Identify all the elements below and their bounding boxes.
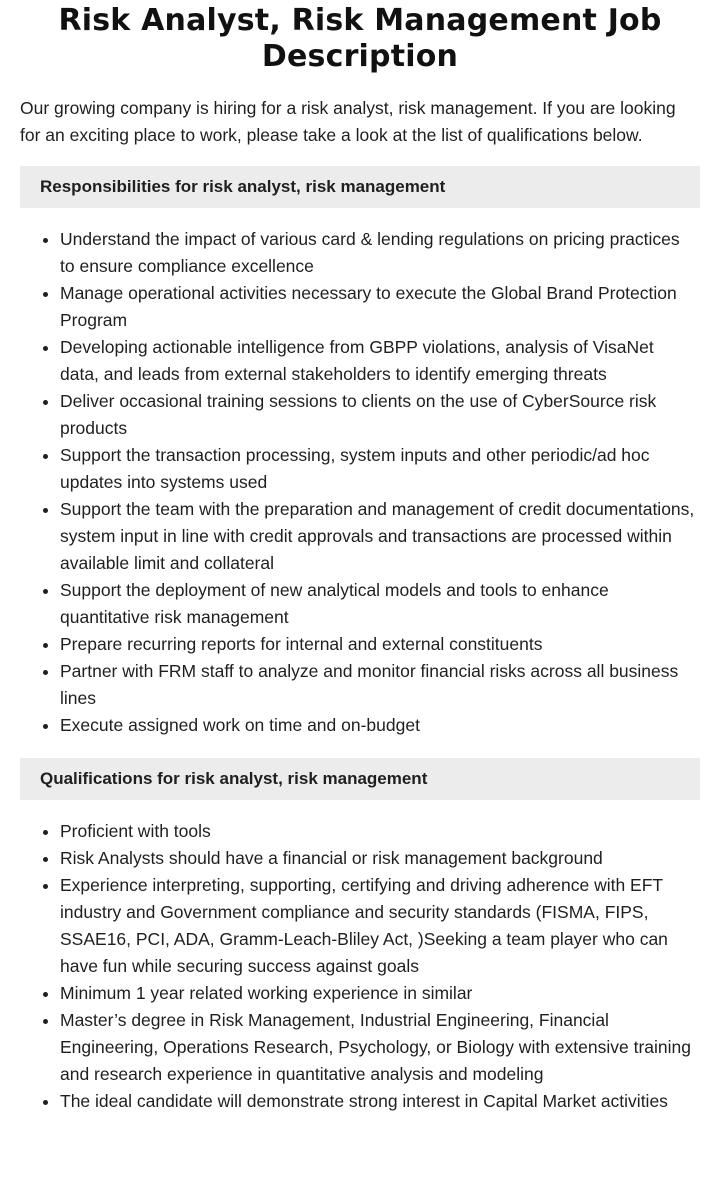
responsibility-item: • Developing actionable intelligence from GBPP violations, analysis of VisaNet data, and leads from external stakeholders to identify emerging threats — [60, 334, 700, 388]
qualification-item: • Risk Analysts should have a financial or risk management background — [60, 845, 700, 872]
responsibility-item: • Understand the impact of various card & lending regulations on pricing practices to ensure compliance excellence — [60, 226, 700, 280]
qualification-item: • Experience interpreting, supporting, certifying and driving adherence with EFT industry and Government compliance and security standards (FISMA, FIPS, SSAE16, PCI, ADA, Gramm-Leach-Bliley Act, )Seeking a team player who can have fun while securing success against goals — [60, 872, 700, 980]
qualification-item: • The ideal candidate will demonstrate strong interest in Capital Market activities — [60, 1088, 700, 1115]
page-title: Risk Analyst, Risk Management Job Description — [58, 3, 662, 74]
intro-paragraph: Our growing company is hiring for a risk analyst, risk management. If you are looking for an exciting place to work, please take a look at the list of qualifications below. — [20, 98, 676, 145]
responsibility-item: • Prepare recurring reports for internal and external constituents — [60, 631, 700, 658]
responsibility-item: • Support the transaction processing, system inputs and other periodic/ad hoc updates into systems used — [60, 442, 700, 496]
responsibility-item: • Support the team with the preparation and management of credit documentations, system input in line with credit approvals and transactions are processed within available limit and collateral — [60, 496, 700, 577]
qualification-item: • Master’s degree in Risk Management, Industrial Engineering, Financial Engineering, Operations Research, Psychology, or Biology with extensive training and research experience in quantitative analysis and modeling — [60, 1007, 700, 1088]
responsibility-item: • Manage operational activities necessary to execute the Global Brand Protection Program — [60, 280, 700, 334]
responsibility-item: • Deliver occasional training sessions to clients on the use of CyberSource risk products — [60, 388, 700, 442]
responsibility-item: • Partner with FRM staff to analyze and monitor financial risks across all business lines — [60, 658, 700, 712]
responsibilities-list — [20, 226, 700, 739]
responsibilities-header: Responsibilities for risk analyst, risk management — [20, 166, 700, 208]
qualification-item: • Proficient with tools — [60, 818, 700, 845]
responsibility-item: • Support the deployment of new analytical models and tools to enhance quantitative risk management — [60, 577, 700, 631]
qualification-item: • Minimum 1 year related working experience in similar — [60, 980, 700, 1007]
responsibility-item: • Execute assigned work on time and on-budget — [60, 712, 700, 739]
qualifications-list — [20, 818, 700, 1115]
qualifications-header: Qualifications for risk analyst, risk management — [20, 758, 700, 800]
